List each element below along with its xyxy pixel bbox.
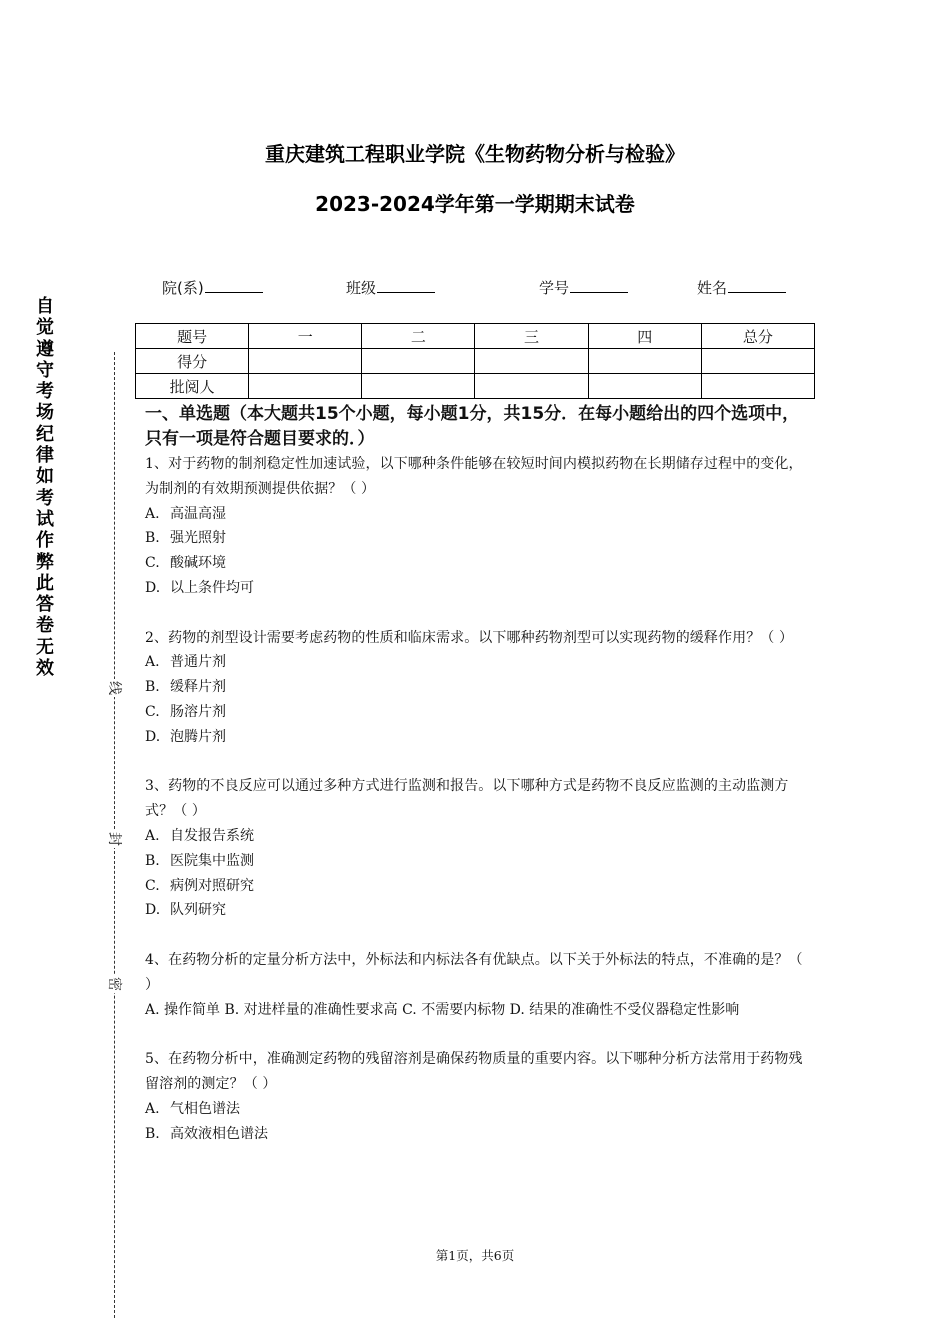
side-warning-char: 弊 [36, 551, 54, 573]
side-warning-char: 答 [36, 594, 54, 616]
option-text: 高效液相色谱法 [170, 1125, 268, 1142]
option-c[interactable] [145, 874, 810, 899]
option-text: 队列研究 [170, 902, 226, 919]
side-warning-char: 无 [36, 636, 54, 658]
class-field[interactable] [346, 277, 435, 298]
binding-mark-line: 线 [106, 681, 122, 695]
page-number: 第1页，共6页 [435, 1248, 515, 1263]
side-warning-char: 场 [36, 402, 54, 424]
score-cell[interactable] [701, 349, 814, 374]
option-text: 医院集中监测 [170, 852, 254, 869]
option-letter: A. [145, 827, 160, 844]
option-d[interactable] [145, 898, 810, 923]
name-field[interactable] [697, 277, 786, 298]
option-letter: B. [145, 1125, 160, 1142]
department-blank[interactable] [205, 278, 263, 293]
name-label: 姓名 [697, 279, 728, 297]
score-cell[interactable] [249, 349, 362, 374]
question-stem: 4、在药物分析的定量分析方法中，外标法和内标法各有优缺点。以下关于外标法的特点，不准确的是？（ ） [145, 951, 803, 993]
option-text: 普通片剂 [170, 654, 226, 671]
option-letter: A. [145, 505, 160, 522]
score-row [136, 349, 815, 374]
grader-cell[interactable] [249, 374, 362, 399]
question-1 [145, 452, 810, 601]
score-cell[interactable] [588, 349, 701, 374]
department-field[interactable] [162, 277, 263, 298]
option-letter: B. [145, 852, 160, 869]
option-letter: A. [145, 1100, 160, 1117]
option-letter: B. [145, 679, 160, 696]
side-warning-char: 考 [36, 381, 54, 403]
option-b[interactable] [145, 849, 810, 874]
option-d[interactable] [145, 576, 810, 601]
option-letter: C. [145, 877, 160, 894]
side-warning-char: 考 [36, 487, 54, 509]
option-a[interactable] [145, 1097, 810, 1122]
option-c[interactable] [145, 700, 810, 725]
grader-cell[interactable] [362, 374, 475, 399]
grader-cell[interactable] [701, 374, 814, 399]
student-id-blank[interactable] [570, 278, 628, 293]
side-warning-char: 觉 [36, 317, 54, 339]
score-row-label: 得分 [136, 349, 249, 374]
side-warning-char: 此 [36, 572, 54, 594]
score-cell[interactable] [362, 349, 475, 374]
question-list [145, 452, 810, 1171]
question-2 [145, 626, 810, 750]
side-warning-char: 试 [36, 508, 54, 530]
side-warning-char: 守 [36, 359, 54, 381]
option-letter: D. [145, 728, 161, 745]
side-warning-char: 遵 [36, 338, 54, 360]
option-text: 自发报告系统 [170, 827, 254, 844]
student-id-label: 学号 [539, 279, 570, 297]
side-warning-char: 律 [36, 445, 54, 467]
side-warning-char: 卷 [36, 615, 54, 637]
option-text: 以上条件均可 [170, 579, 254, 596]
option-a[interactable] [145, 824, 810, 849]
side-warning-text [33, 296, 57, 679]
option-letter: A. [145, 654, 160, 671]
option-b[interactable] [145, 1122, 810, 1147]
option-b[interactable] [145, 526, 810, 551]
class-blank[interactable] [377, 278, 435, 293]
question-stem: 1、对于药物的制剂稳定性加速试验，以下哪种条件能够在较短时间内模拟药物在长期储存过程中的变化，为制剂的有效期预测提供依据？（ ） [145, 456, 803, 497]
option-c[interactable] [145, 551, 810, 576]
grader-row [136, 374, 815, 399]
option-text: 缓释片剂 [170, 679, 226, 696]
grader-cell[interactable] [588, 374, 701, 399]
option-letter: D. [145, 579, 161, 596]
question-3 [145, 774, 810, 923]
option-text: 强光照射 [170, 530, 226, 547]
option-a[interactable] [145, 502, 810, 527]
side-warning-char: 作 [36, 530, 54, 552]
question-stem: 5、在药物分析中，准确测定药物的残留溶剂是确保药物质量的重要内容。以下哪种分析方法常用于药物残留溶剂的测定？（ ） [145, 1051, 803, 1092]
option-text: 酸碱环境 [170, 555, 226, 572]
score-header-cell: 总分 [701, 324, 814, 349]
option-text: 病例对照研究 [170, 877, 254, 894]
question-stem: 2、药物的剂型设计需要考虑药物的性质和临床需求。以下哪种药物剂型可以实现药物的缓释作用？（ ） [145, 629, 794, 646]
department-label: 院(系) [162, 279, 204, 297]
option-text: 肠溶片剂 [170, 703, 226, 720]
score-header-cell: 三 [475, 324, 588, 349]
side-warning-char: 纪 [36, 423, 54, 445]
score-table-header-row [136, 324, 815, 349]
question-stem: 3、药物的不良反应可以通过多种方式进行监测和报告。以下哪种方式是药物不良反应监测的主动监测方式？（ ） [145, 778, 789, 820]
section-heading: 一、单选题（本大题共15个小题，每小题1分，共15分．在每小题给出的四个选项中，只有一项是符合题目要求的．） [145, 404, 800, 449]
grader-cell[interactable] [475, 374, 588, 399]
class-label: 班级 [346, 279, 377, 297]
exam-title: 重庆建筑工程职业学院《生物药物分析与检验》 [265, 142, 685, 166]
inline-options[interactable]: A. 操作简单 B. 对进样量的准确性要求高 C. 不需要内标物 D. 结果的准确性不受仪器稳定性影响 [145, 1001, 740, 1018]
score-table [135, 323, 815, 399]
option-text: 泡腾片剂 [170, 728, 226, 745]
question-5 [145, 1047, 810, 1146]
option-b[interactable] [145, 675, 810, 700]
student-info-row [0, 277, 950, 299]
score-header-cell: 二 [362, 324, 475, 349]
option-letter: B. [145, 530, 160, 547]
binding-mark-seal: 封 [106, 832, 122, 846]
option-letter: C. [145, 703, 160, 720]
score-header-cell: 四 [588, 324, 701, 349]
student-id-field[interactable] [539, 277, 628, 298]
name-blank[interactable] [728, 278, 786, 293]
option-a[interactable] [145, 650, 810, 675]
exam-subtitle: 2023-2024学年第一学期期末试卷 [315, 192, 635, 216]
option-text: 气相色谱法 [170, 1100, 240, 1117]
score-header-cell: 题号 [136, 324, 249, 349]
option-text: 高温高湿 [170, 505, 226, 522]
side-warning-char: 如 [36, 466, 54, 488]
option-d[interactable] [145, 725, 810, 750]
question-4 [145, 948, 810, 1022]
score-cell[interactable] [475, 349, 588, 374]
grader-row-label: 批阅人 [136, 374, 249, 399]
side-warning-char: 自 [36, 296, 54, 317]
option-letter: D. [145, 902, 161, 919]
option-letter: C. [145, 555, 160, 572]
score-header-cell: 一 [249, 324, 362, 349]
binding-mark-secret: 密 [106, 977, 122, 991]
side-warning-char: 效 [36, 658, 54, 680]
